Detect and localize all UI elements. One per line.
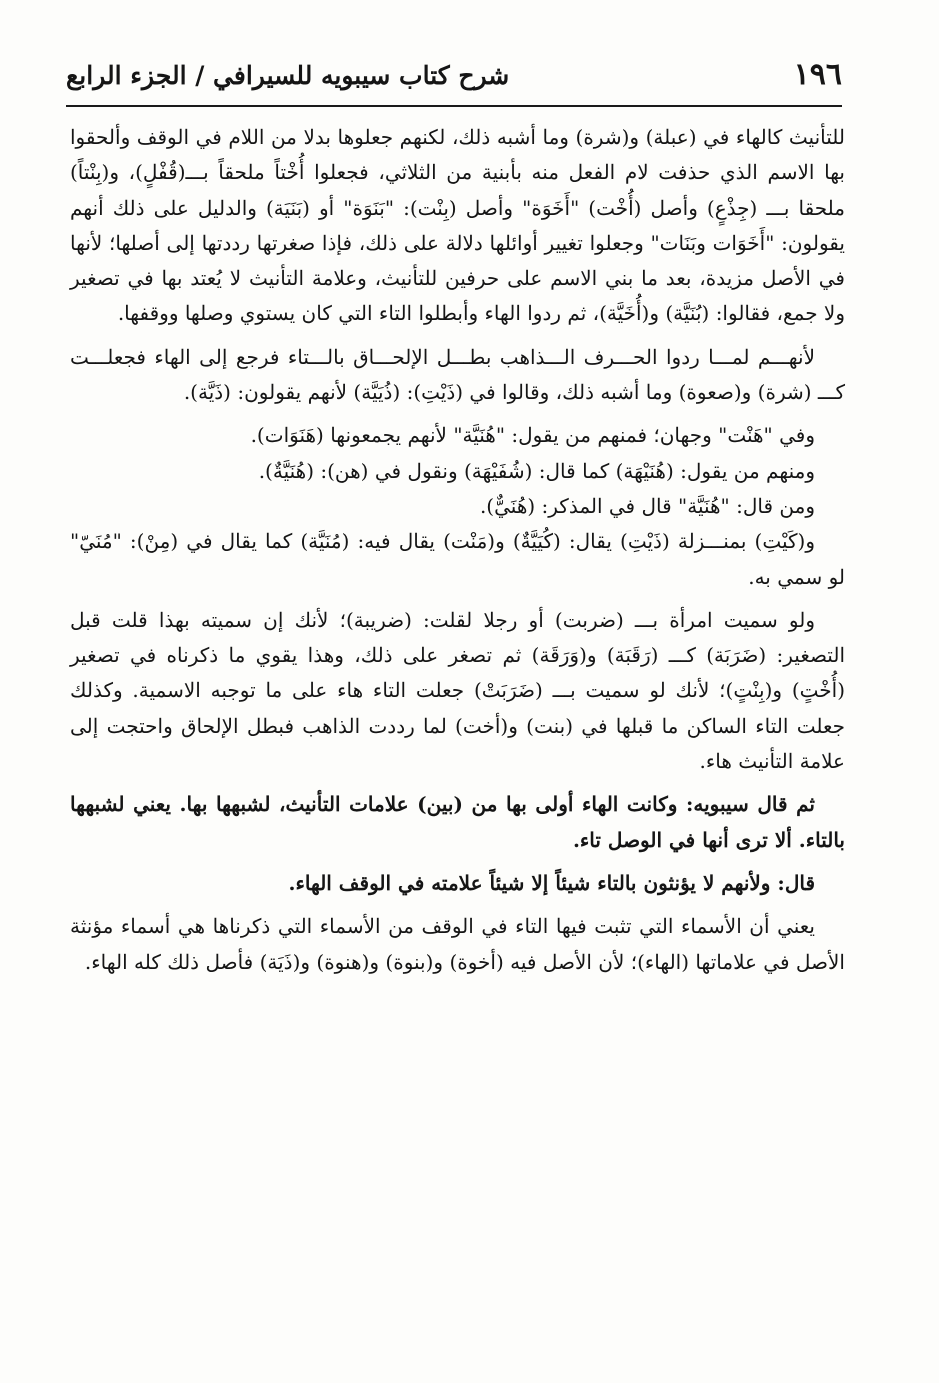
paragraph: للتأنيث كالهاء في (عبلة) و(شرة) وما أشبه ذلك، لكنهم جعلوها بدلا من اللام في الوقف وألحقوا بها الاسم الذي حذفت لام الفعل منه بأبنية من الثلاثي، فجعلوا أُخْتاً ملحقاً بـــ(قُفْلٍ)، و(بِنْتاً) ملحقا بـــ (جِذْعٍ) وأصل (أُخْت) "أَخَوَة" وأصل (بِنْت): "بَنَوَة" أو (بَنَيَة) والدليل على ذلك أنهم يقولون: "أَخَوَات وبَنَات" وجعلوا تغيير أوائلها دلالة على ذلك، فإذا صغرتها رددتها إلى أصلها؛ لأنها في الأصل مزيدة، بعد ما بني الاسم على حرفين للتأنيث، وعلامة التأنيث لا يُعتد بها في تصغير ولا جمع، فقالوا: (بُنَيَّة) و(أُخَيَّة)، ثم ردوا الهاء وأبطلوا التاء التي كان يستوي وصلها ووقفها. — [70, 125, 845, 326]
paragraph: يعني أن الأسماء التي تثبت فيها التاء في الوقف من الأسماء التي ذكرناها هي أسماء مؤنثة الأصل في علاماتها (الهاء)؛ لأن الأصل فيه (أخوة) و(بنوة) و(هنوة) و(ذَيَة) فأصل ذلك كله الهاء. — [70, 914, 845, 974]
paragraph: ثم قال سيبويه: وكانت الهاء أولى بها من (بين) علامات التأنيث، لشبهها بها. يعني لشبهها بالتاء. ألا ترى أنها في الوصل تاء. — [70, 792, 845, 852]
page-number: ١٩٦ — [793, 57, 842, 92]
paragraph: وفي "هَنْت" وجهان؛ فمنهم من يقول: "هُنَيَّة" لأنهم يجمعونها (هَنَوَات). — [250, 423, 815, 448]
page-header — [66, 55, 842, 107]
page-body — [70, 120, 845, 980]
header-rule — [66, 105, 842, 107]
paragraph: ولو سميت امرأة بـــ (ضربت) أو رجلا لقلت: (ضريبة)؛ لأنك إن سميته بهذا قلت قبل التصغير: (ضَرَبَة) كـــ (رَقَبَة) و(وَرَقَة) ثم تصغر على ذلك، وهذا يقوي ما ذكرناه في تصغير (أُخْتٍ) و(بِنْتٍ)؛ لأنك لو سميت بـــ (ضَرَبَتْ) جعلت التاء هاء على ما توجبه الاسمية. وكذلك جعلت التاء الساكن ما قبلها في (بنت) و(أخت) لما رددت الذاهب فبطل الإلحاق واحتجت إلى علامة التأنيث هاء. — [70, 607, 845, 774]
paragraph: لأنهـــم لمـــا ردوا الحـــرف الـــذاهب بطـــل الإلحـــاق بالـــتاء فرجع إلى الهاء فجعلـــت كـــ (شرة) و(صعوة) وما أشبه ذلك، وقالوا في (ذَيْتِ): (ذُيَيَّة) لأنهم يقولون: (ذَيَّة). — [70, 344, 845, 405]
paragraph: ومنهم من يقول: (هُنَيْهَة) كما قال: (شُفَيْهَة) ونقول في (هن): (هُنَيَّةٌ). — [258, 458, 815, 483]
paragraph: قال: ولأنهم لا يؤنثون بالتاء شيئاً إلا شيئاً علامته في الوقف الهاء. — [288, 870, 815, 895]
paragraph: و(كَيْتِ) بمنـــزلة (ذَيْتِ) يقال: (كُيَيَّةٌ) و(مَنْت) يقال فيه: (مُنَيَّة) كما يقال في (مِنْ): "مُنَيّ" لو سمي به. — [70, 529, 845, 589]
paragraph: ومن قال: "هُنَيَّة" قال في المذكر: (هُنَيٌّ). — [479, 493, 815, 518]
running-title: شرح كتاب سيبويه للسيرافي / الجزء الرابع — [66, 61, 510, 90]
